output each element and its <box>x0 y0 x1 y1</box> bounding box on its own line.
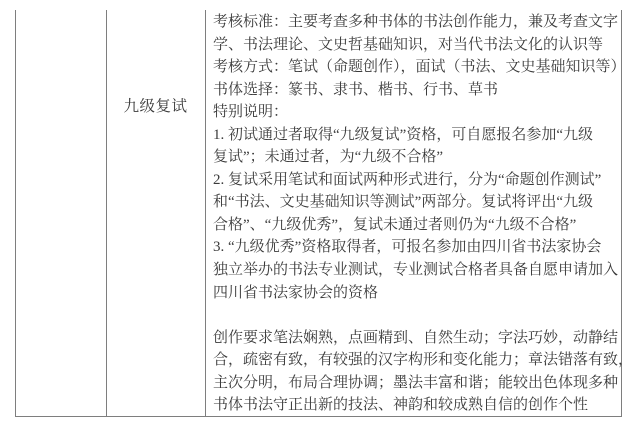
column-divider-1 <box>106 10 107 416</box>
text-line: 3. “九级优秀”资格取得者，可报名参加由四川省书法家协会 <box>213 239 602 256</box>
exam-table-row <box>15 10 634 417</box>
text-line: 学、书法理论、文史哲基础知识，对当代书法文化的认识等 <box>213 36 604 53</box>
text-line: 创作要求笔法娴熟，点画精到、自然生动；字法巧妙，动静结 <box>213 329 619 346</box>
text-line: 考核方式：笔试（命题创作），面试（书法、文史基础知识等） <box>213 59 626 76</box>
text-line: 书体选择：篆书、隶书、楷书、行书、草书 <box>213 81 499 98</box>
text-line: 特别说明： <box>213 104 289 121</box>
text-line: 复试”；未通过者，为“九级不合格” <box>213 149 443 166</box>
text-line: 独立举办的书法专业测试，专业测试合格者具备自愿申请加入 <box>213 262 619 279</box>
text-line: 1. 初试通过者取得“九级复试”资格，可自愿报名参加“九级 <box>213 126 593 143</box>
column-divider-2 <box>205 10 206 416</box>
text-line: 书体书法守正出新的技法、神韵和较成熟自信的创作个性 <box>213 397 589 414</box>
text-line: 主次分明，布局合理协调；墨法丰富和谐；能较出色体现多种 <box>213 374 619 391</box>
text-line: 合，疏密有致，有较强的汉字构形和变化能力；章法错落有致， <box>213 352 634 369</box>
empty-cell <box>16 10 106 416</box>
text-line: 2. 复试采用笔试和面试两种形式进行，分为“命题创作测试” <box>213 171 602 188</box>
text-line: 和“书法、文史基础知识等测试”两部分。复试将评出“九级 <box>213 194 593 211</box>
text-line <box>213 304 619 327</box>
text-line: 合格”、“九级优秀”，复试未通过者则仍为“九级不合格” <box>213 216 577 233</box>
assessment-text <box>213 11 634 417</box>
text-line: 四川省书法家协会的资格 <box>213 284 379 301</box>
row-label-level-nine-retest: 九级复试 <box>123 98 188 115</box>
text-line: 考核标准：主要考查多种书体的书法创作能力，兼及考查文字 <box>213 14 619 30</box>
